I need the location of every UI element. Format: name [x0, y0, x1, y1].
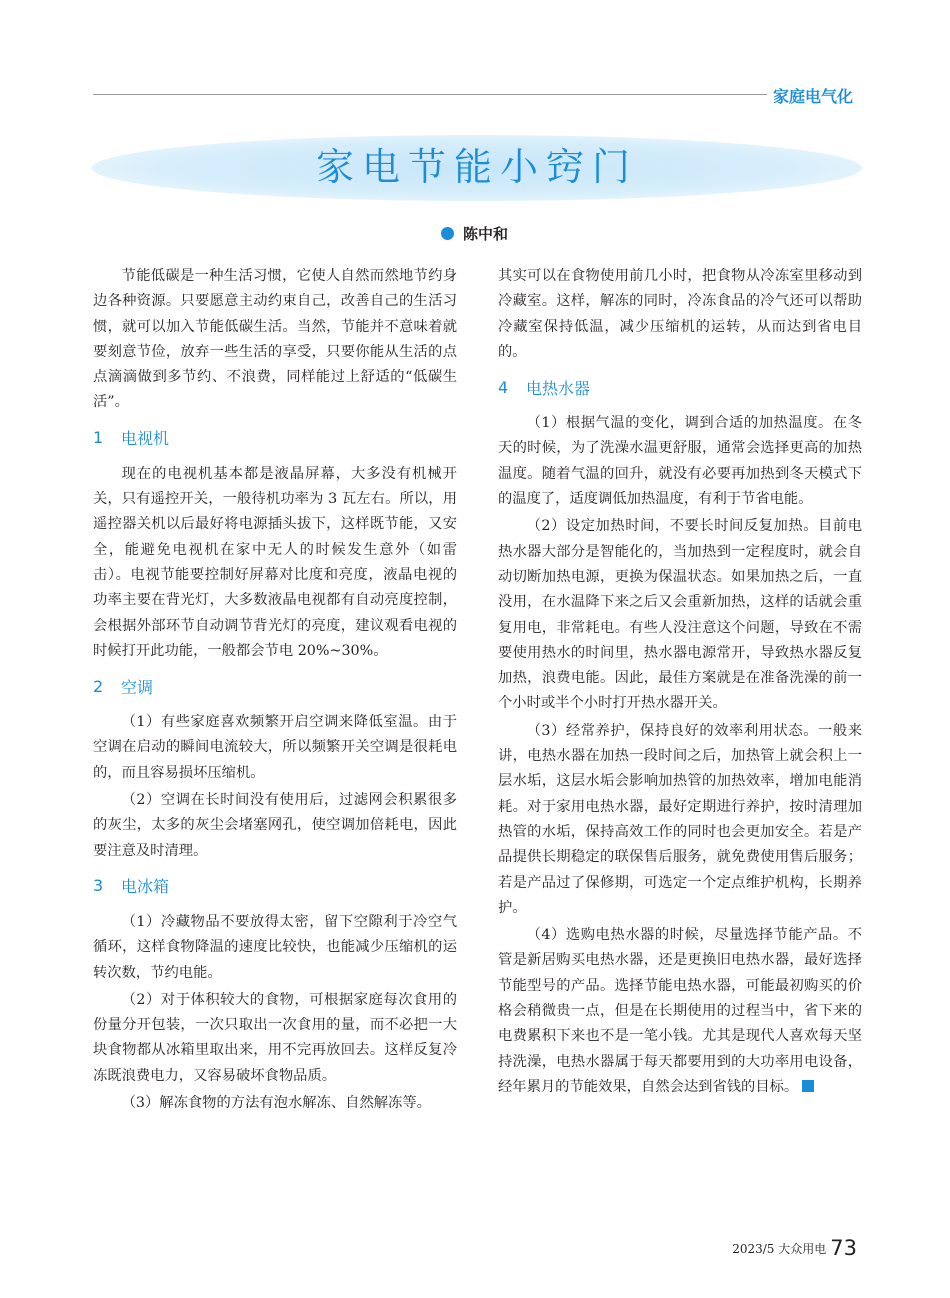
paragraph: （2）设定加热时间，不要长时间反复加热。目前电热水器大部分是智能化的，当加热到一定程度时，就会自动切断加热电源，更换为保温状态。如果加热之后，一直没用，在水温降下来之后又会重新加热，这样的话就会重复用电，非常耗电。有些人没注意这个问题，导致在不需要使用热水的时间里，热水器电源常开，导致热水器反复加热，浪费电能。因此，最佳方案就是在准备洗澡的前一个小时或半个小时打开热水器开关。: [498, 518, 862, 712]
section-tag: 家庭电气化: [773, 87, 854, 106]
paragraph-continuation: 其实可以在食物使用前几小时，把食物从冷冻室里移动到冷藏室。这样，解冻的同时，冷冻食品的冷气还可以帮助冷藏室保持低温，减少压缩机的运转，从而达到省电目的。: [498, 268, 862, 360]
paragraph: （2）对于体积较大的食物，可根据家庭每次食用的份量分开包装，一次只取出一次食用的量，而不必把一大块食物都从冰箱里取出来，用不完再放回去。这样反复冷冻既浪费电力，又容易破坏食物品质。: [93, 991, 457, 1084]
section-number: 3: [93, 876, 104, 896]
section-heading-air-conditioner: [93, 674, 457, 698]
section-title: 电视机: [121, 429, 170, 449]
section-title: 电冰箱: [121, 877, 170, 897]
paragraph-text: （4）选购电热水器的时候，尽量选择节能产品。不管是新居购买电热水器，还是更换旧电热水器，最好选择节能型号的产品。选择节能电热水器，可能最初购买的价格会稍微贵一点，但是在长期使用的过程当中，省下来的电费累积下来也不是一笔小钱。尤其是现代人喜欢每天坚持洗澡，电热水器属于每天都要用到的大功率用电设备，经年累月的节能效果，自然会达到省钱的目标。: [498, 927, 862, 1095]
paragraph: （1）有些家庭喜欢频繁开启空调来降低室温。由于空调在启动的瞬间电流较大，所以频繁开关空调是很耗电的，而且容易损坏压缩机。: [93, 714, 457, 781]
section-heading-tv: [93, 426, 457, 450]
section-number: 1: [93, 428, 104, 448]
paragraph: （1）根据气温的变化，调到合适的加热温度。在冬天的时候，为了洗澡水温更舒服，通常会选择更高的加热温度。随着气温的回升，就没有必要再加热到冬天模式下的温度了，适度调低加热温度，有利于节省电能。: [498, 415, 862, 508]
header-rule: [93, 94, 767, 95]
paragraph: （3）解冻食物的方法有泡水解冻、自然解冻等。: [121, 1095, 431, 1112]
section-heading-water-heater: [498, 375, 862, 399]
section-title: 空调: [121, 677, 154, 697]
end-of-article-icon: [802, 1080, 814, 1092]
right-column: [498, 264, 862, 1102]
section-title: 电热水器: [526, 378, 591, 398]
article-title: 家电节能小窍门: [315, 145, 638, 189]
paragraph: （3）经常养护，保持良好的效率利用状态。一般来讲，电热水器在加热一段时间之后，加热管上就会积上一层水垢，这层水垢会影响加热管的加热效率，增加电能消耗。对于家用电热水器，最好定期进行养护，按时清理加热管的水垢，保持高效工作的同时也会更加安全。若是产品提供长期稳定的联保售后服务，就免费使用售后服务；若是产品过了保修期，可选定一个定点维护机构，长期养护。: [498, 722, 862, 916]
paragraph: 现在的电视机基本都是液晶屏幕，大多没有机械开关，只有遥控开关，一般待机功率为 3 瓦左右。所以，用遥控器关机以后最好将电源插头拔下，这样既节能，又安全，能避免电视机在家中无人的时候发生意外（如雷击）。电视节能要控制好屏幕对比度和亮度，液晶电视的功率主要在背光灯，大多数液晶电视都有自动亮度控制，会根据外部环节自动调节背光灯的亮度，建议观看电视的时候打开此功能，一般都会节电 20%~30%。: [93, 465, 457, 659]
paragraph: （1）冷藏物品不要放得太密，留下空隙利于冷空气循环，这样食物降温的速度比较快，也能减少压缩机的运转次数，节约电能。: [93, 913, 457, 981]
left-column: [93, 264, 457, 1118]
section-heading-refrigerator: [93, 874, 457, 898]
paragraph: （2）空调在长时间没有使用后，过滤网会积累很多的灰尘，太多的灰尘会堵塞网孔，使空调加倍耗电，因此要注意及时清理。: [93, 792, 457, 859]
page-footer: [732, 1234, 857, 1260]
section-number: 2: [93, 676, 104, 696]
section-number: 4: [498, 377, 509, 397]
final-paragraph: [498, 923, 862, 1100]
issue-label: 2023/5 大众用电: [732, 1242, 827, 1256]
bullet-dot-icon: [441, 227, 454, 240]
author-line: [441, 221, 508, 245]
page-number: 73: [830, 1236, 857, 1260]
author-name: 陈中和: [463, 224, 509, 243]
intro-paragraph: 节能低碳是一种生活习惯，它使人自然而然地节约身边各种资源。只要愿意主动约束自己，改善自己的生活习惯，就可以加入节能低碳生活。当然，节能并不意味着就要刻意节俭，放弃一些生活的享受，只要你能从生活的点点滴滴做到多节约、不浪费，同样能过上舒适的“低碳生活”。: [93, 268, 457, 411]
